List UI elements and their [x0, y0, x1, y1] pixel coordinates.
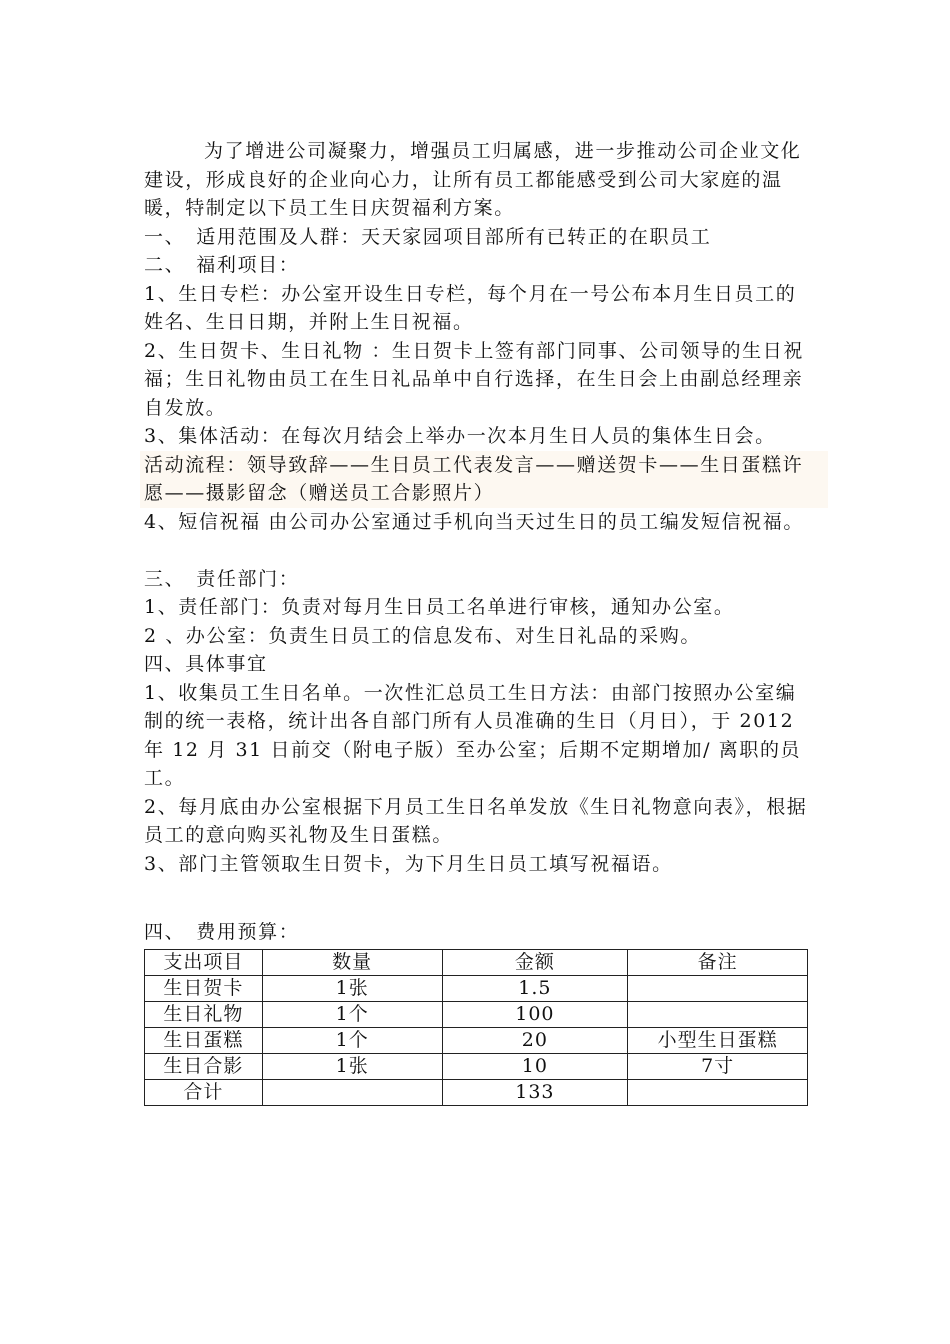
cell-amount: 100 — [442, 1001, 628, 1027]
section-details-heading: 四、具体事宜 — [144, 653, 268, 675]
intro-paragraph: 为了增进公司凝聚力，增强员工归属感，进一步推动公司企业文化建设，形成良好的企业向心力，让所有员工都能感受到公司大家庭的温暖，特制定以下员工生日庆贺福利方案。 — [144, 140, 802, 219]
blank-line — [144, 536, 808, 565]
cell-item: 生日蛋糕 — [145, 1027, 263, 1053]
blank-line — [144, 878, 808, 918]
cell-item: 生日合影 — [145, 1053, 263, 1079]
responsibility-dept: 1、责任部门：负责对每月生日员工名单进行审核，通知办公室。 — [144, 596, 735, 618]
table-row — [145, 1027, 808, 1053]
cell-remark — [628, 975, 808, 1001]
benefit-sms: 4、短信祝福 由公司办公室通过手机向当天过生日的员工编发短信祝福。 — [144, 510, 804, 533]
cell-remark: 7寸 — [628, 1053, 808, 1079]
header-remark: 备注 — [628, 949, 808, 975]
section-responsibility-heading: 三、 责任部门： — [144, 567, 300, 590]
cell-amount: 20 — [442, 1027, 628, 1053]
cell-quantity — [262, 1079, 442, 1105]
header-amount: 金额 — [442, 949, 628, 975]
cell-amount: 1.5 — [442, 975, 628, 1001]
section-benefits-heading: 二、 福利项目： — [144, 254, 300, 276]
benefit-group-activity: 3、集体活动：在每次月结会上举办一次本月生日人员的集体生日会。 — [144, 425, 776, 447]
cell-total-label: 合计 — [145, 1079, 263, 1105]
table-row — [145, 975, 808, 1001]
cell-quantity: 1个 — [262, 1027, 442, 1053]
cell-amount: 10 — [442, 1053, 628, 1079]
detail-greeting-card: 3、部门主管领取生日贺卡，为下月生日员工填写祝福语。 — [144, 852, 673, 875]
table-row — [145, 1001, 808, 1027]
cell-quantity: 1张 — [262, 975, 442, 1001]
cell-item: 生日礼物 — [145, 1001, 263, 1027]
benefit-card-gift: 2、生日贺卡、生日礼物 ：生日贺卡上签有部门同事、公司领导的生日祝福；生日礼物由员工在生日礼品单中自行选择，在生日会上由副总经理亲自发放。 — [144, 339, 804, 419]
responsibility-office: 2 、办公室：负责生日员工的信息发布、对生日礼品的采购。 — [144, 624, 701, 647]
section-budget-heading: 四、 费用预算： — [144, 921, 300, 943]
table-header-row — [145, 949, 808, 975]
benefit-birthday-column: 1、生日专栏：办公室开设生日专栏，每个月在一号公布本月生日员工的姓名、生日日期，并附上生日祝福。 — [144, 282, 797, 333]
header-quantity: 数量 — [262, 949, 442, 975]
cell-quantity: 1个 — [262, 1001, 442, 1027]
cell-remark: 小型生日蛋糕 — [628, 1027, 808, 1053]
cell-remark — [628, 1079, 808, 1105]
table-total-row — [145, 1079, 808, 1105]
cell-quantity: 1张 — [262, 1053, 442, 1079]
cell-total-amount: 133 — [442, 1079, 628, 1105]
section-scope: 一、 适用范围及人群：天天家园项目部所有已转正的在职员工 — [144, 225, 712, 248]
header-item: 支出项目 — [145, 949, 263, 975]
budget-table — [144, 949, 808, 1106]
cell-item: 生日贺卡 — [145, 975, 263, 1001]
activity-flow: 活动流程：领导致辞——生日员工代表发言——赠送贺卡——生日蛋糕许愿——摄影留念（赠送员工合影照片） — [140, 451, 828, 508]
detail-collect-list: 1、收集员工生日名单。一次性汇总员工生日方法：由部门按照办公室编制的统一表格，统计出各自部门所有人员准确的生日（月日），于 2012 年 12 月 31 日前交（附电子版）至办公室；后期不定期增加/ 离职的员工。 — [144, 681, 802, 789]
detail-intent-form: 2、每月底由办公室根据下月员工生日名单发放《生日礼物意向表》，根据员工的意向购买礼物及生日蛋糕。 — [144, 795, 808, 846]
cell-remark — [628, 1001, 808, 1027]
table-row — [145, 1053, 808, 1079]
document-page — [144, 137, 808, 1106]
